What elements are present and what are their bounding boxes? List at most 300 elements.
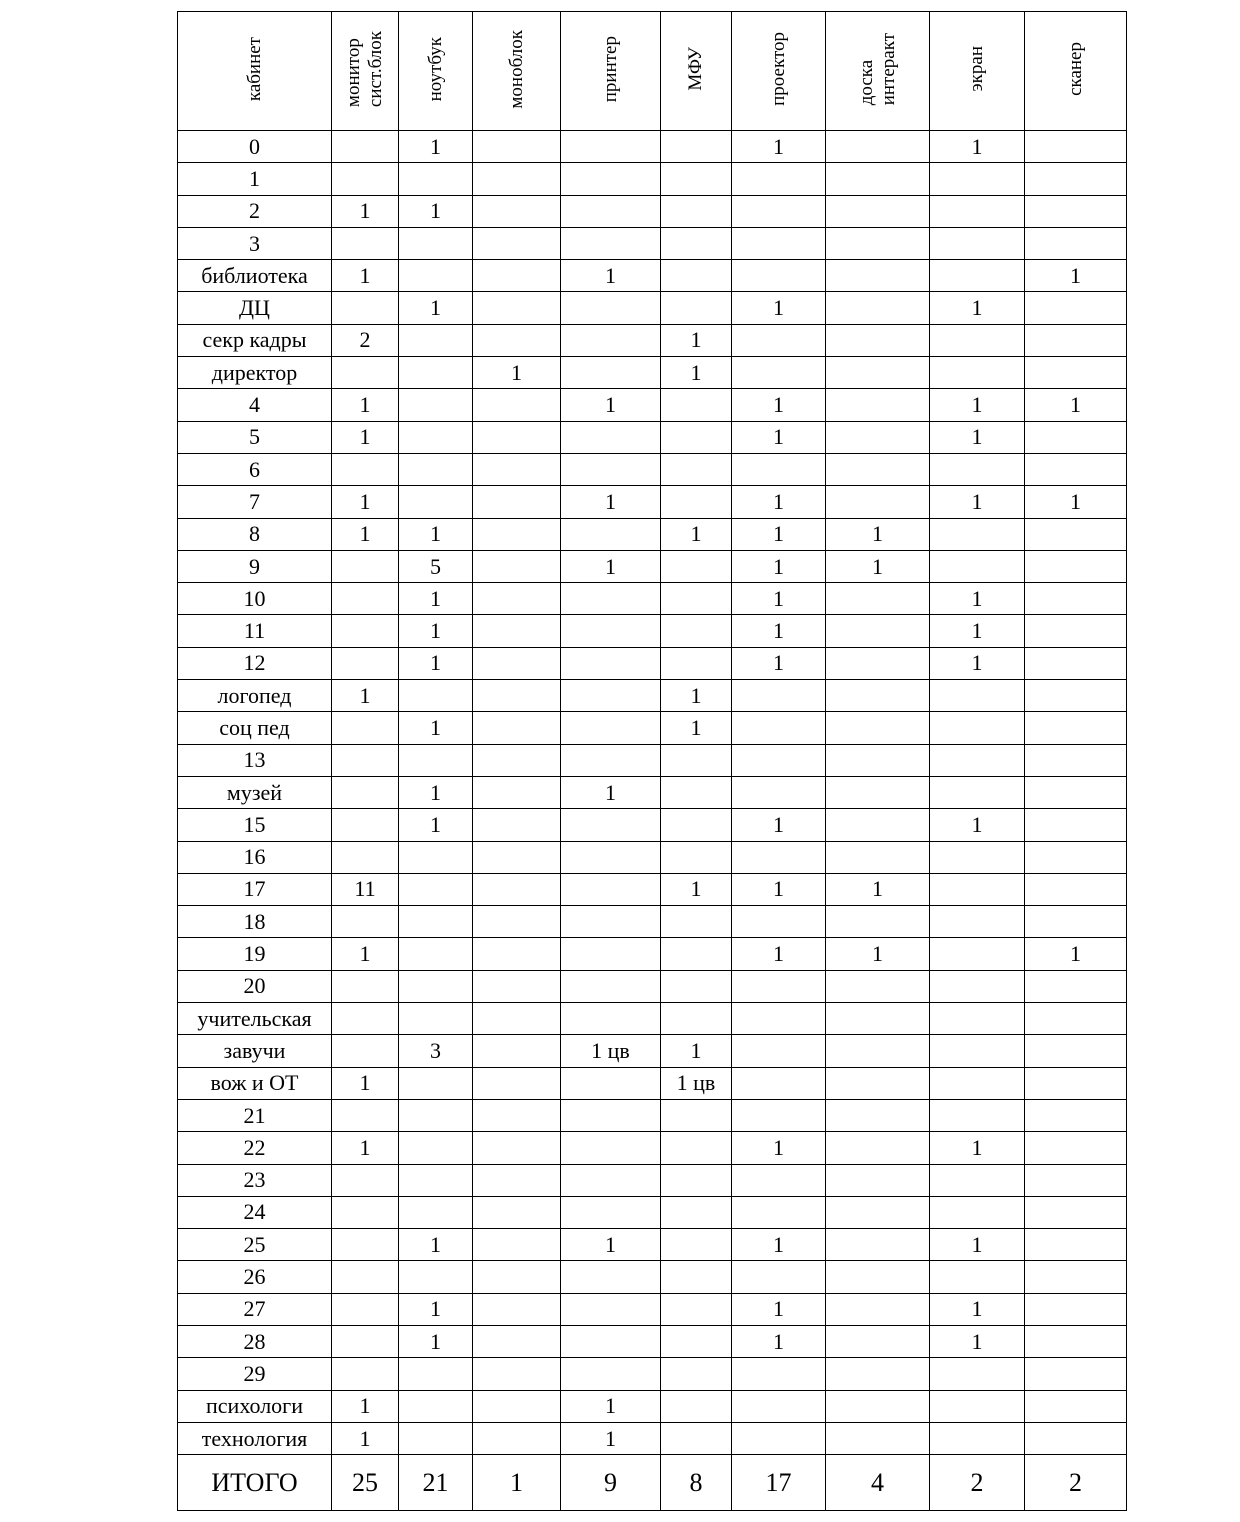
count-cell: 1	[732, 550, 826, 582]
count-cell	[561, 518, 661, 550]
count-cell	[399, 1196, 473, 1228]
count-cell	[1025, 1390, 1127, 1422]
count-cell	[1025, 1196, 1127, 1228]
count-cell	[826, 292, 930, 324]
header-cell	[826, 12, 930, 131]
count-cell	[332, 550, 399, 582]
count-cell: 1	[930, 1132, 1025, 1164]
count-cell	[732, 260, 826, 292]
count-cell	[332, 841, 399, 873]
count-cell: 1	[732, 486, 826, 518]
count-cell	[661, 647, 732, 679]
count-cell	[473, 518, 561, 550]
table-row	[178, 1196, 1127, 1228]
header-cell	[661, 12, 732, 131]
count-cell	[399, 453, 473, 485]
header-label: принтер	[599, 35, 621, 103]
count-cell: 1	[399, 292, 473, 324]
count-cell	[332, 970, 399, 1002]
count-cell	[826, 1164, 930, 1196]
count-cell	[661, 486, 732, 518]
table-row	[178, 195, 1127, 227]
room-cell: 28	[178, 1325, 332, 1357]
header-cell	[332, 12, 399, 131]
count-cell: 1	[826, 938, 930, 970]
count-cell	[826, 1099, 930, 1131]
room-cell: 1	[178, 163, 332, 195]
count-cell: 1	[561, 486, 661, 518]
count-cell	[332, 227, 399, 259]
room-cell: 7	[178, 486, 332, 518]
room-cell: завучи	[178, 1035, 332, 1067]
count-cell	[826, 357, 930, 389]
count-cell: 1	[826, 550, 930, 582]
count-cell	[332, 1229, 399, 1261]
count-cell	[826, 1229, 930, 1261]
count-cell	[1025, 131, 1127, 163]
count-cell	[561, 647, 661, 679]
count-cell	[332, 1358, 399, 1390]
table-row	[178, 324, 1127, 356]
count-cell: 1	[399, 131, 473, 163]
count-cell	[930, 938, 1025, 970]
count-cell	[826, 680, 930, 712]
table-row	[178, 453, 1127, 485]
count-cell: 1	[399, 583, 473, 615]
count-cell: 1	[1025, 389, 1127, 421]
count-cell	[473, 1196, 561, 1228]
room-cell: 2	[178, 195, 332, 227]
count-cell: 1	[332, 389, 399, 421]
count-cell	[473, 195, 561, 227]
room-cell: 0	[178, 131, 332, 163]
count-cell	[399, 873, 473, 905]
room-cell: библиотека	[178, 260, 332, 292]
count-cell: 1	[930, 647, 1025, 679]
count-cell	[473, 776, 561, 808]
count-cell: 1	[399, 776, 473, 808]
count-cell: 1	[661, 518, 732, 550]
count-cell	[826, 615, 930, 647]
count-cell	[473, 1261, 561, 1293]
count-cell: 1	[930, 486, 1025, 518]
count-cell: 1	[561, 776, 661, 808]
count-cell	[732, 906, 826, 938]
count-cell	[826, 647, 930, 679]
count-cell	[661, 292, 732, 324]
count-cell: 1	[732, 1293, 826, 1325]
count-cell	[561, 615, 661, 647]
count-cell	[473, 1164, 561, 1196]
count-cell	[473, 647, 561, 679]
count-cell	[561, 1067, 661, 1099]
count-cell: 1	[399, 518, 473, 550]
count-cell	[732, 1196, 826, 1228]
count-cell	[930, 776, 1025, 808]
count-cell: 1	[661, 1035, 732, 1067]
count-cell	[1025, 324, 1127, 356]
count-cell	[332, 906, 399, 938]
count-cell	[930, 1067, 1025, 1099]
header-label: проектор	[767, 32, 789, 106]
count-cell	[399, 1261, 473, 1293]
table-row	[178, 841, 1127, 873]
header-cell	[1025, 12, 1127, 131]
count-cell: 1	[732, 292, 826, 324]
count-cell	[661, 1196, 732, 1228]
count-cell: 1	[661, 873, 732, 905]
count-cell	[473, 1067, 561, 1099]
count-cell	[332, 1261, 399, 1293]
count-cell: 1	[332, 1132, 399, 1164]
count-cell	[661, 906, 732, 938]
count-cell: 1	[1025, 938, 1127, 970]
count-cell	[332, 1035, 399, 1067]
count-cell	[561, 453, 661, 485]
count-cell	[826, 1390, 930, 1422]
count-cell	[473, 615, 561, 647]
table-row	[178, 873, 1127, 905]
count-cell	[399, 1358, 473, 1390]
count-cell	[473, 1099, 561, 1131]
count-cell	[826, 486, 930, 518]
count-cell	[732, 453, 826, 485]
count-cell	[473, 1325, 561, 1357]
count-cell: 1	[332, 260, 399, 292]
count-cell	[399, 744, 473, 776]
count-cell	[473, 453, 561, 485]
count-cell	[826, 1293, 930, 1325]
table-row	[178, 357, 1127, 389]
count-cell	[826, 389, 930, 421]
count-cell	[399, 1164, 473, 1196]
count-cell	[1025, 712, 1127, 744]
count-cell: 11	[332, 873, 399, 905]
count-cell	[1025, 970, 1127, 1002]
count-cell: 1	[399, 1293, 473, 1325]
total-label: ИТОГО	[178, 1455, 332, 1511]
count-cell	[473, 873, 561, 905]
count-cell	[930, 357, 1025, 389]
count-cell	[473, 1293, 561, 1325]
count-cell	[826, 712, 930, 744]
count-cell: 1	[399, 195, 473, 227]
count-cell	[826, 1325, 930, 1357]
count-cell	[661, 1390, 732, 1422]
count-cell	[1025, 647, 1127, 679]
count-cell	[732, 970, 826, 1002]
count-cell	[473, 744, 561, 776]
count-cell	[332, 712, 399, 744]
count-cell	[399, 906, 473, 938]
count-cell	[399, 486, 473, 518]
count-cell	[399, 938, 473, 970]
count-cell	[661, 841, 732, 873]
count-cell	[661, 260, 732, 292]
room-cell: 24	[178, 1196, 332, 1228]
count-cell	[1025, 163, 1127, 195]
count-cell	[1025, 1261, 1127, 1293]
count-cell: 1	[561, 389, 661, 421]
count-cell	[332, 1325, 399, 1357]
header-cell	[732, 12, 826, 131]
room-cell: логопед	[178, 680, 332, 712]
count-cell	[661, 744, 732, 776]
table-row	[178, 1229, 1127, 1261]
header-label: МФУ	[685, 47, 707, 91]
count-cell	[732, 680, 826, 712]
count-cell: 1	[399, 712, 473, 744]
room-cell: 21	[178, 1099, 332, 1131]
count-cell	[661, 1422, 732, 1454]
count-cell	[473, 1229, 561, 1261]
count-cell	[561, 1325, 661, 1357]
count-cell	[661, 453, 732, 485]
table-row	[178, 292, 1127, 324]
count-cell: 1	[332, 1390, 399, 1422]
table-row	[178, 260, 1127, 292]
count-cell	[399, 357, 473, 389]
count-cell	[930, 1196, 1025, 1228]
header-label: моноблок	[505, 29, 527, 109]
count-cell	[826, 776, 930, 808]
count-cell: 2	[332, 324, 399, 356]
count-cell	[1025, 776, 1127, 808]
count-cell	[473, 131, 561, 163]
count-cell	[332, 647, 399, 679]
count-cell: 1	[399, 1229, 473, 1261]
count-cell	[473, 583, 561, 615]
table-row	[178, 1390, 1127, 1422]
header-cell	[178, 12, 332, 131]
count-cell	[732, 1067, 826, 1099]
room-cell: 22	[178, 1132, 332, 1164]
count-cell	[332, 453, 399, 485]
count-cell	[473, 389, 561, 421]
count-cell	[332, 357, 399, 389]
count-cell	[473, 809, 561, 841]
room-cell: директор	[178, 357, 332, 389]
count-cell	[399, 163, 473, 195]
count-cell	[661, 1293, 732, 1325]
count-cell: 1	[930, 131, 1025, 163]
count-cell	[826, 324, 930, 356]
count-cell	[473, 1132, 561, 1164]
count-cell	[399, 1099, 473, 1131]
count-cell	[1025, 1293, 1127, 1325]
count-cell	[661, 583, 732, 615]
header-label: доска интеракт	[855, 32, 899, 106]
count-cell: 1	[732, 809, 826, 841]
count-cell: 1	[930, 1229, 1025, 1261]
count-cell	[826, 841, 930, 873]
count-cell	[661, 1164, 732, 1196]
count-cell: 1	[732, 1325, 826, 1357]
count-cell	[473, 841, 561, 873]
count-cell	[1025, 873, 1127, 905]
count-cell: 1	[332, 518, 399, 550]
count-cell: 1	[732, 873, 826, 905]
count-cell: 1	[399, 647, 473, 679]
count-cell	[1025, 744, 1127, 776]
room-cell: 9	[178, 550, 332, 582]
count-cell: 1	[332, 1422, 399, 1454]
room-cell: секр кадры	[178, 324, 332, 356]
count-cell	[332, 1164, 399, 1196]
room-cell: 4	[178, 389, 332, 421]
room-cell: 27	[178, 1293, 332, 1325]
count-cell	[826, 131, 930, 163]
room-cell: 5	[178, 421, 332, 453]
count-cell	[661, 1229, 732, 1261]
total-cell: 1	[473, 1455, 561, 1511]
count-cell	[826, 163, 930, 195]
count-cell	[661, 163, 732, 195]
count-cell	[826, 1067, 930, 1099]
count-cell	[930, 1099, 1025, 1131]
count-cell	[473, 712, 561, 744]
count-cell: 1	[930, 1293, 1025, 1325]
total-row	[178, 1455, 1127, 1511]
count-cell: 1	[930, 292, 1025, 324]
count-cell: 1	[332, 938, 399, 970]
count-cell	[661, 776, 732, 808]
count-cell	[561, 906, 661, 938]
count-cell: 1	[732, 647, 826, 679]
table-row	[178, 1422, 1127, 1454]
count-cell	[332, 292, 399, 324]
count-cell	[930, 970, 1025, 1002]
count-cell	[930, 712, 1025, 744]
count-cell	[399, 841, 473, 873]
count-cell: 1	[732, 583, 826, 615]
table-row	[178, 744, 1127, 776]
room-cell: соц пед	[178, 712, 332, 744]
count-cell: 1 цв	[561, 1035, 661, 1067]
count-cell	[1025, 453, 1127, 485]
count-cell	[661, 938, 732, 970]
count-cell	[473, 680, 561, 712]
count-cell: 1	[332, 486, 399, 518]
count-cell	[561, 970, 661, 1002]
count-cell	[473, 227, 561, 259]
count-cell: 1	[1025, 260, 1127, 292]
count-cell	[661, 550, 732, 582]
room-cell: 26	[178, 1261, 332, 1293]
room-cell: 3	[178, 227, 332, 259]
table-row	[178, 680, 1127, 712]
count-cell	[561, 583, 661, 615]
count-cell	[473, 1358, 561, 1390]
count-cell	[1025, 680, 1127, 712]
count-cell	[332, 1003, 399, 1035]
count-cell	[732, 776, 826, 808]
count-cell	[661, 1325, 732, 1357]
count-cell	[826, 227, 930, 259]
count-cell	[561, 873, 661, 905]
count-cell: 1	[473, 357, 561, 389]
count-cell	[930, 1390, 1025, 1422]
room-cell: 8	[178, 518, 332, 550]
count-cell	[1025, 1003, 1127, 1035]
count-cell	[1025, 1358, 1127, 1390]
count-cell	[1025, 1325, 1127, 1357]
header-label: монитор сист.блок	[343, 30, 386, 108]
count-cell	[930, 260, 1025, 292]
table-row	[178, 712, 1127, 744]
count-cell	[930, 1358, 1025, 1390]
count-cell	[332, 809, 399, 841]
count-cell: 1	[732, 421, 826, 453]
count-cell	[826, 744, 930, 776]
header-label: экран	[966, 46, 988, 92]
table-row	[178, 1261, 1127, 1293]
count-cell	[826, 1035, 930, 1067]
table-row	[178, 615, 1127, 647]
count-cell: 1	[661, 680, 732, 712]
count-cell	[1025, 809, 1127, 841]
count-cell: 1	[930, 389, 1025, 421]
count-cell	[930, 680, 1025, 712]
count-cell: 1	[930, 583, 1025, 615]
count-cell	[826, 809, 930, 841]
room-cell: учительская	[178, 1003, 332, 1035]
count-cell	[473, 1003, 561, 1035]
count-cell	[473, 421, 561, 453]
count-cell	[732, 712, 826, 744]
count-cell	[561, 131, 661, 163]
count-cell	[930, 744, 1025, 776]
count-cell: 1	[561, 1422, 661, 1454]
total-cell: 25	[332, 1455, 399, 1511]
count-cell	[826, 1003, 930, 1035]
room-cell: 20	[178, 970, 332, 1002]
room-cell: 17	[178, 873, 332, 905]
count-cell	[930, 550, 1025, 582]
count-cell	[473, 324, 561, 356]
count-cell: 1	[661, 712, 732, 744]
count-cell	[561, 744, 661, 776]
count-cell: 1	[732, 1229, 826, 1261]
count-cell	[826, 1422, 930, 1454]
table-row	[178, 1164, 1127, 1196]
count-cell: 1	[1025, 486, 1127, 518]
count-cell	[473, 938, 561, 970]
count-cell	[473, 486, 561, 518]
count-cell	[732, 744, 826, 776]
count-cell	[561, 357, 661, 389]
count-cell	[732, 357, 826, 389]
count-cell	[399, 421, 473, 453]
count-cell: 1	[930, 615, 1025, 647]
count-cell: 1	[332, 680, 399, 712]
count-cell	[1025, 615, 1127, 647]
count-cell: 1	[930, 421, 1025, 453]
count-cell	[732, 1099, 826, 1131]
table-row	[178, 776, 1127, 808]
table-row	[178, 938, 1127, 970]
total-cell: 8	[661, 1455, 732, 1511]
count-cell: 1	[399, 1325, 473, 1357]
count-cell	[399, 260, 473, 292]
count-cell	[561, 1358, 661, 1390]
header-cell	[930, 12, 1025, 131]
room-cell: 29	[178, 1358, 332, 1390]
count-cell	[473, 906, 561, 938]
count-cell	[561, 938, 661, 970]
count-cell: 1	[732, 131, 826, 163]
count-cell: 1	[561, 260, 661, 292]
